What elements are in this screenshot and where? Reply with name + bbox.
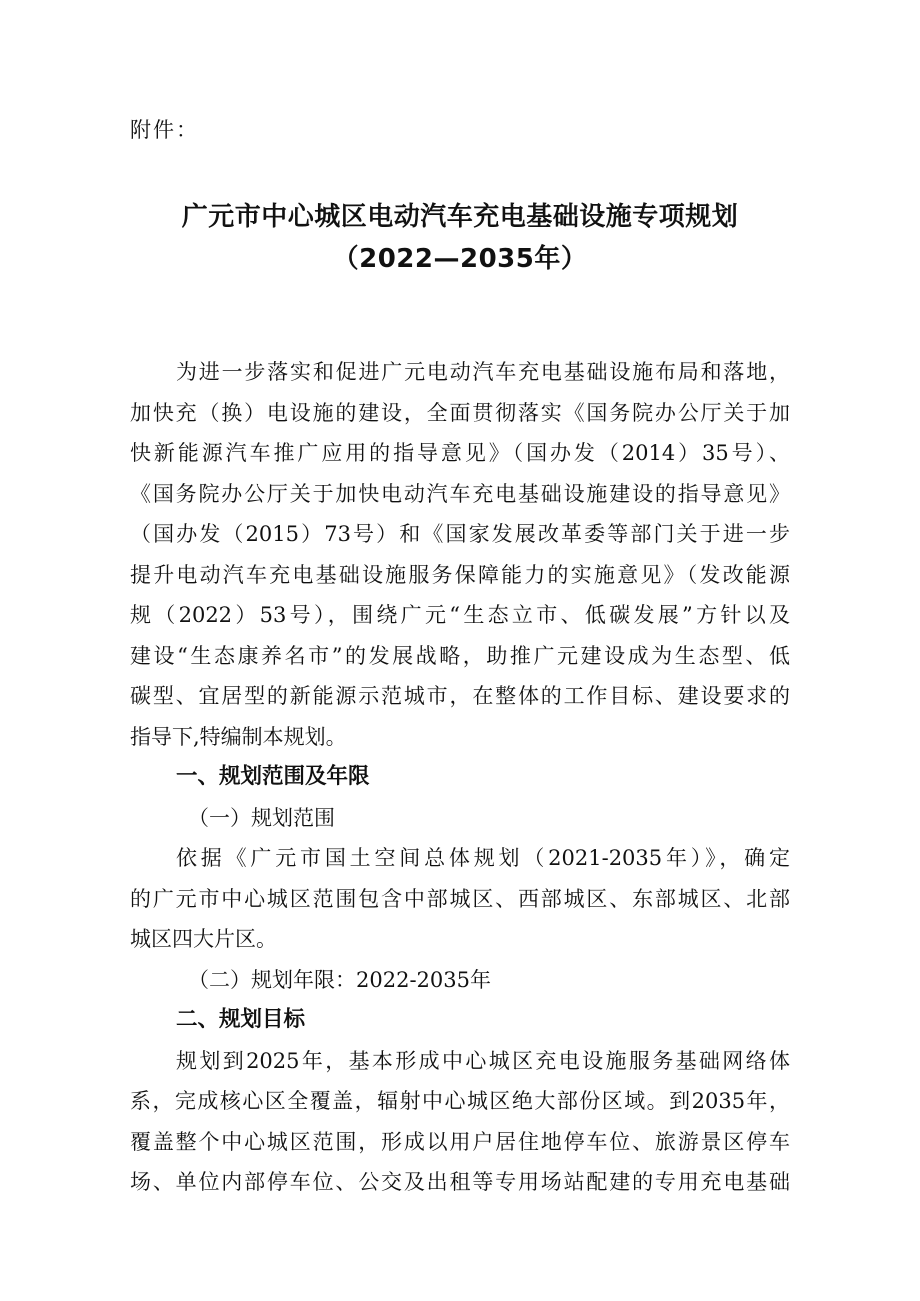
section2-text-line: 系，完成核心区全覆盖，辐射中心城区绝大部份区域。到2035年， [130, 1089, 790, 1113]
section1-text-line: 城区四大片区。 [130, 927, 277, 951]
section1-sub2-heading: （二）规划年限：2022-2035年 [188, 967, 491, 992]
section2-text-line: 规划到2025年，基本形成中心城区充电设施服务基础网络体 [176, 1048, 790, 1073]
intro-line: 为进一步落实和促进广元电动汽车充电基础设施布局和落地， [176, 360, 790, 384]
section2-text-line: 覆盖整个中心城区范围，形成以用户居住地停车位、旅游景区停车 [130, 1129, 790, 1154]
section1-sub1-heading: （一）规划范围 [188, 805, 335, 830]
intro-line: 快新能源汽车推广应用的指导意见》（国办发（2014）35号）、 [130, 441, 790, 465]
document-title: 广元市中心城区电动汽车充电基础设施专项规划 [181, 202, 739, 232]
intro-line: 加快充（换）电设施的建设，全面贯彻落实《国务院办公厅关于加 [130, 400, 790, 425]
attachment-label: 附件： [130, 118, 199, 142]
section2-text-line: 场、单位内部停车位、公交及出租等专用场站配建的专用充电基础 [130, 1170, 790, 1194]
section1-text-line: 依据《广元市国土空间总体规划（2021-2035年）》，确定 [176, 846, 790, 870]
intro-line: 指导下,特编制本规划。 [130, 724, 347, 749]
section1-text-line: 的广元市中心城区范围包含中部城区、西部城区、东部城区、北部 [130, 886, 790, 911]
intro-line: 提升电动汽车充电基础设施服务保障能力的实施意见》（发改能源 [130, 562, 790, 587]
intro-line: 建设“生态康养名市”的发展战略，助推广元建设成为生态型、低 [130, 643, 790, 668]
document-title-years: （2022—2035年） [332, 244, 588, 274]
intro-line: 碳型、宜居型的新能源示范城市，在整体的工作目标、建设要求的 [130, 684, 790, 708]
intro-line: 规（2022）53号），围绕广元“生态立市、低碳发展”方针以及 [130, 603, 790, 627]
intro-line: 《国务院办公厅关于加快电动汽车充电基础设施建设的指导意见》 [130, 481, 790, 506]
intro-line: （国办发（2015）73号）和《国家发展改革委等部门关于进一步 [130, 522, 790, 546]
document-body [130, 352, 790, 1203]
section2-heading: 二、规划目标 [176, 1007, 306, 1032]
section1-heading: 一、规划范围及年限 [176, 764, 370, 789]
